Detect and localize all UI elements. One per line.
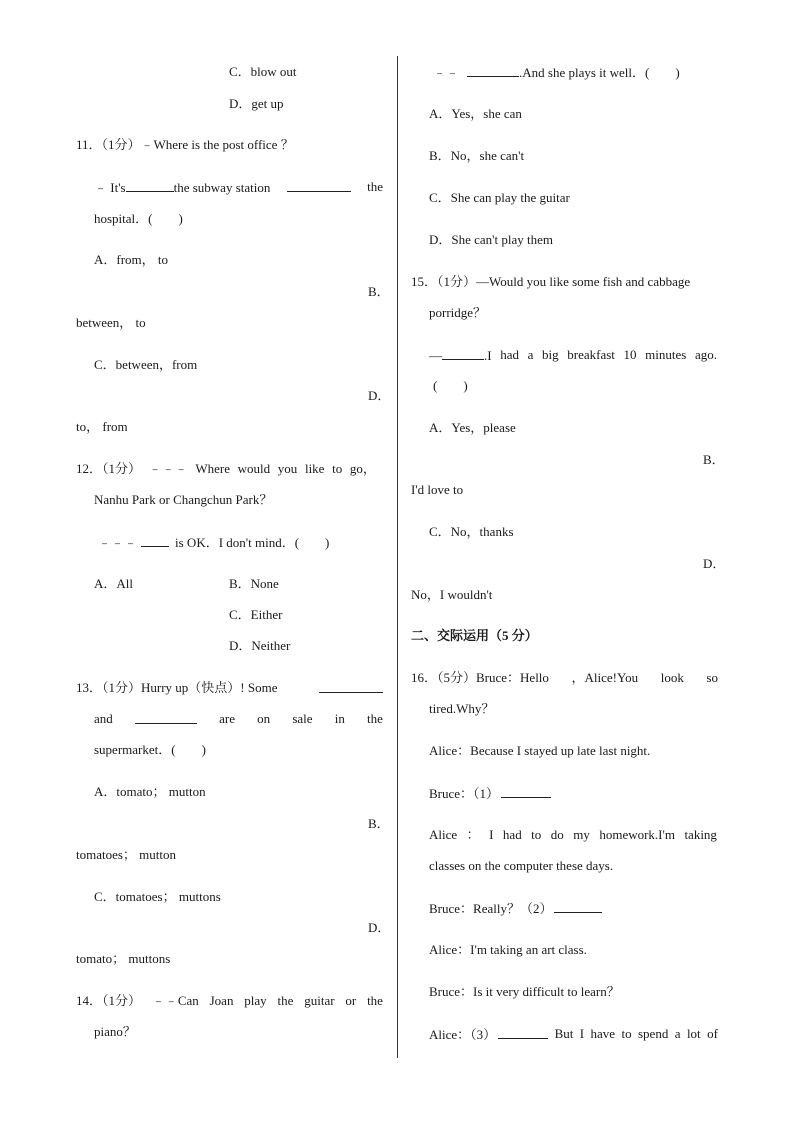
q15-option-d-text: No，I wouldn't [411,587,493,602]
q14-option-a: A．Yes，she can [429,106,522,121]
column-divider [397,56,398,1058]
q16-stem: 16．（5分）Bruce：Hello ，Alice!You look so [411,670,718,685]
q13-line2: and are on sale in the [94,711,383,726]
q14-option-c: C．She can play the guitar [429,190,570,205]
q11-line1: ﹣ It's the subway station the [94,179,383,195]
q16-stem-line2: tired.Why？ [429,701,495,716]
section-heading: 二、交际运用（5 分） [411,628,538,643]
q10-option-d: D．get up [229,96,284,111]
dialog-line-4: Bruce：Really？（2） [429,900,602,917]
q12-stem: 12．（1分） ﹣﹣﹣ Where would you like to go， [76,461,376,476]
q12-option-b: B．None [229,576,279,591]
dialog-blank-1 [501,785,551,798]
dialog-line-1: Alice：Because I stayed up late last night. [429,743,651,758]
q15-option-a: A．Yes，please [429,420,516,435]
q13-option-d-letter: D． [368,920,391,935]
q15-option-b-letter: B． [703,452,725,467]
q11-option-c: C．between，from [94,357,198,372]
q15-answer: — .I had a big breakfast 10 minutes ago. [429,347,717,363]
q15-blank [442,347,484,360]
dialog-line-7: Alice：（3） But I have to spend a lot of [429,1026,718,1042]
q11-option-d-text: to， from [76,419,128,434]
q11-stem: 11．（1分）﹣Where is the post office ？ [76,137,294,152]
q15-option-c: C．No，thanks [429,524,514,539]
q11-line2: hospital．( ) [94,211,183,226]
q11-option-b-letter: B． [368,284,390,299]
q15-stem: 15．（1分）—Would you like some fish and cabbage [411,274,691,289]
q10-option-c: C．blow out [229,64,297,79]
q12-blank [141,534,169,547]
q13-blank-1 [319,680,383,693]
q15-option-d-letter: D． [703,556,726,571]
dialog-line-3b: classes on the computer these days. [429,858,614,873]
q12-option-c: C．Either [229,607,283,622]
q13-option-d-text: tomato； muttons [76,951,171,966]
q14-stem: 14．（1分） ﹣﹣Can Joan play the guitar or the [76,993,383,1008]
q15-stem-line2: porridge？ [429,305,487,320]
q11-option-d-letter: D． [368,388,391,403]
dialog-line-5: Alice：I'm taking an art class. [429,942,587,957]
q11-blank-1 [126,179,174,192]
q11-option-b-text: between， to [76,315,146,330]
dialog-blank-3 [498,1026,548,1039]
dialog-blank-2 [554,900,602,913]
q12-option-a: A．All [94,576,134,591]
q12-option-d: D．Neither [229,638,291,653]
q14-stem-line2: piano？ [94,1024,136,1039]
q13-option-a: A．tomato； mutton [94,784,206,799]
dialog-line-6: Bruce：Is it very difficult to learn？ [429,984,620,999]
q11-option-a: A．from， to [94,252,169,267]
q14-blank [467,64,519,77]
q15-paren: ( ) [433,378,468,393]
q15-option-b-text: I'd love to [411,482,464,497]
q12-answer: ﹣﹣﹣ is OK．I don't mind．( ) [98,535,330,550]
dialog-line-2: Bruce：（1） [429,785,551,802]
q14-option-d: D．She can't play them [429,232,554,247]
q14-option-b: B．No，she can't [429,148,525,163]
dialog-line-3: Alice ： I had to do my homework.I'm taking [429,827,717,842]
q13-line3: supermarket．( ) [94,742,206,757]
q13-blank-2 [135,711,197,724]
q12-stem-line2: Nanhu Park or Changchun Park？ [94,492,273,507]
q13-option-b-letter: B． [368,816,390,831]
q11-blank-2 [287,179,351,192]
q13-option-b-text: tomatoes； mutton [76,847,177,862]
q13-stem: 13．（1分）Hurry up（快点）! Some [76,680,383,696]
q14-answer: ﹣﹣ .And she plays it well．( ) [433,65,680,80]
q13-option-c: C．tomatoes； muttons [94,889,221,904]
